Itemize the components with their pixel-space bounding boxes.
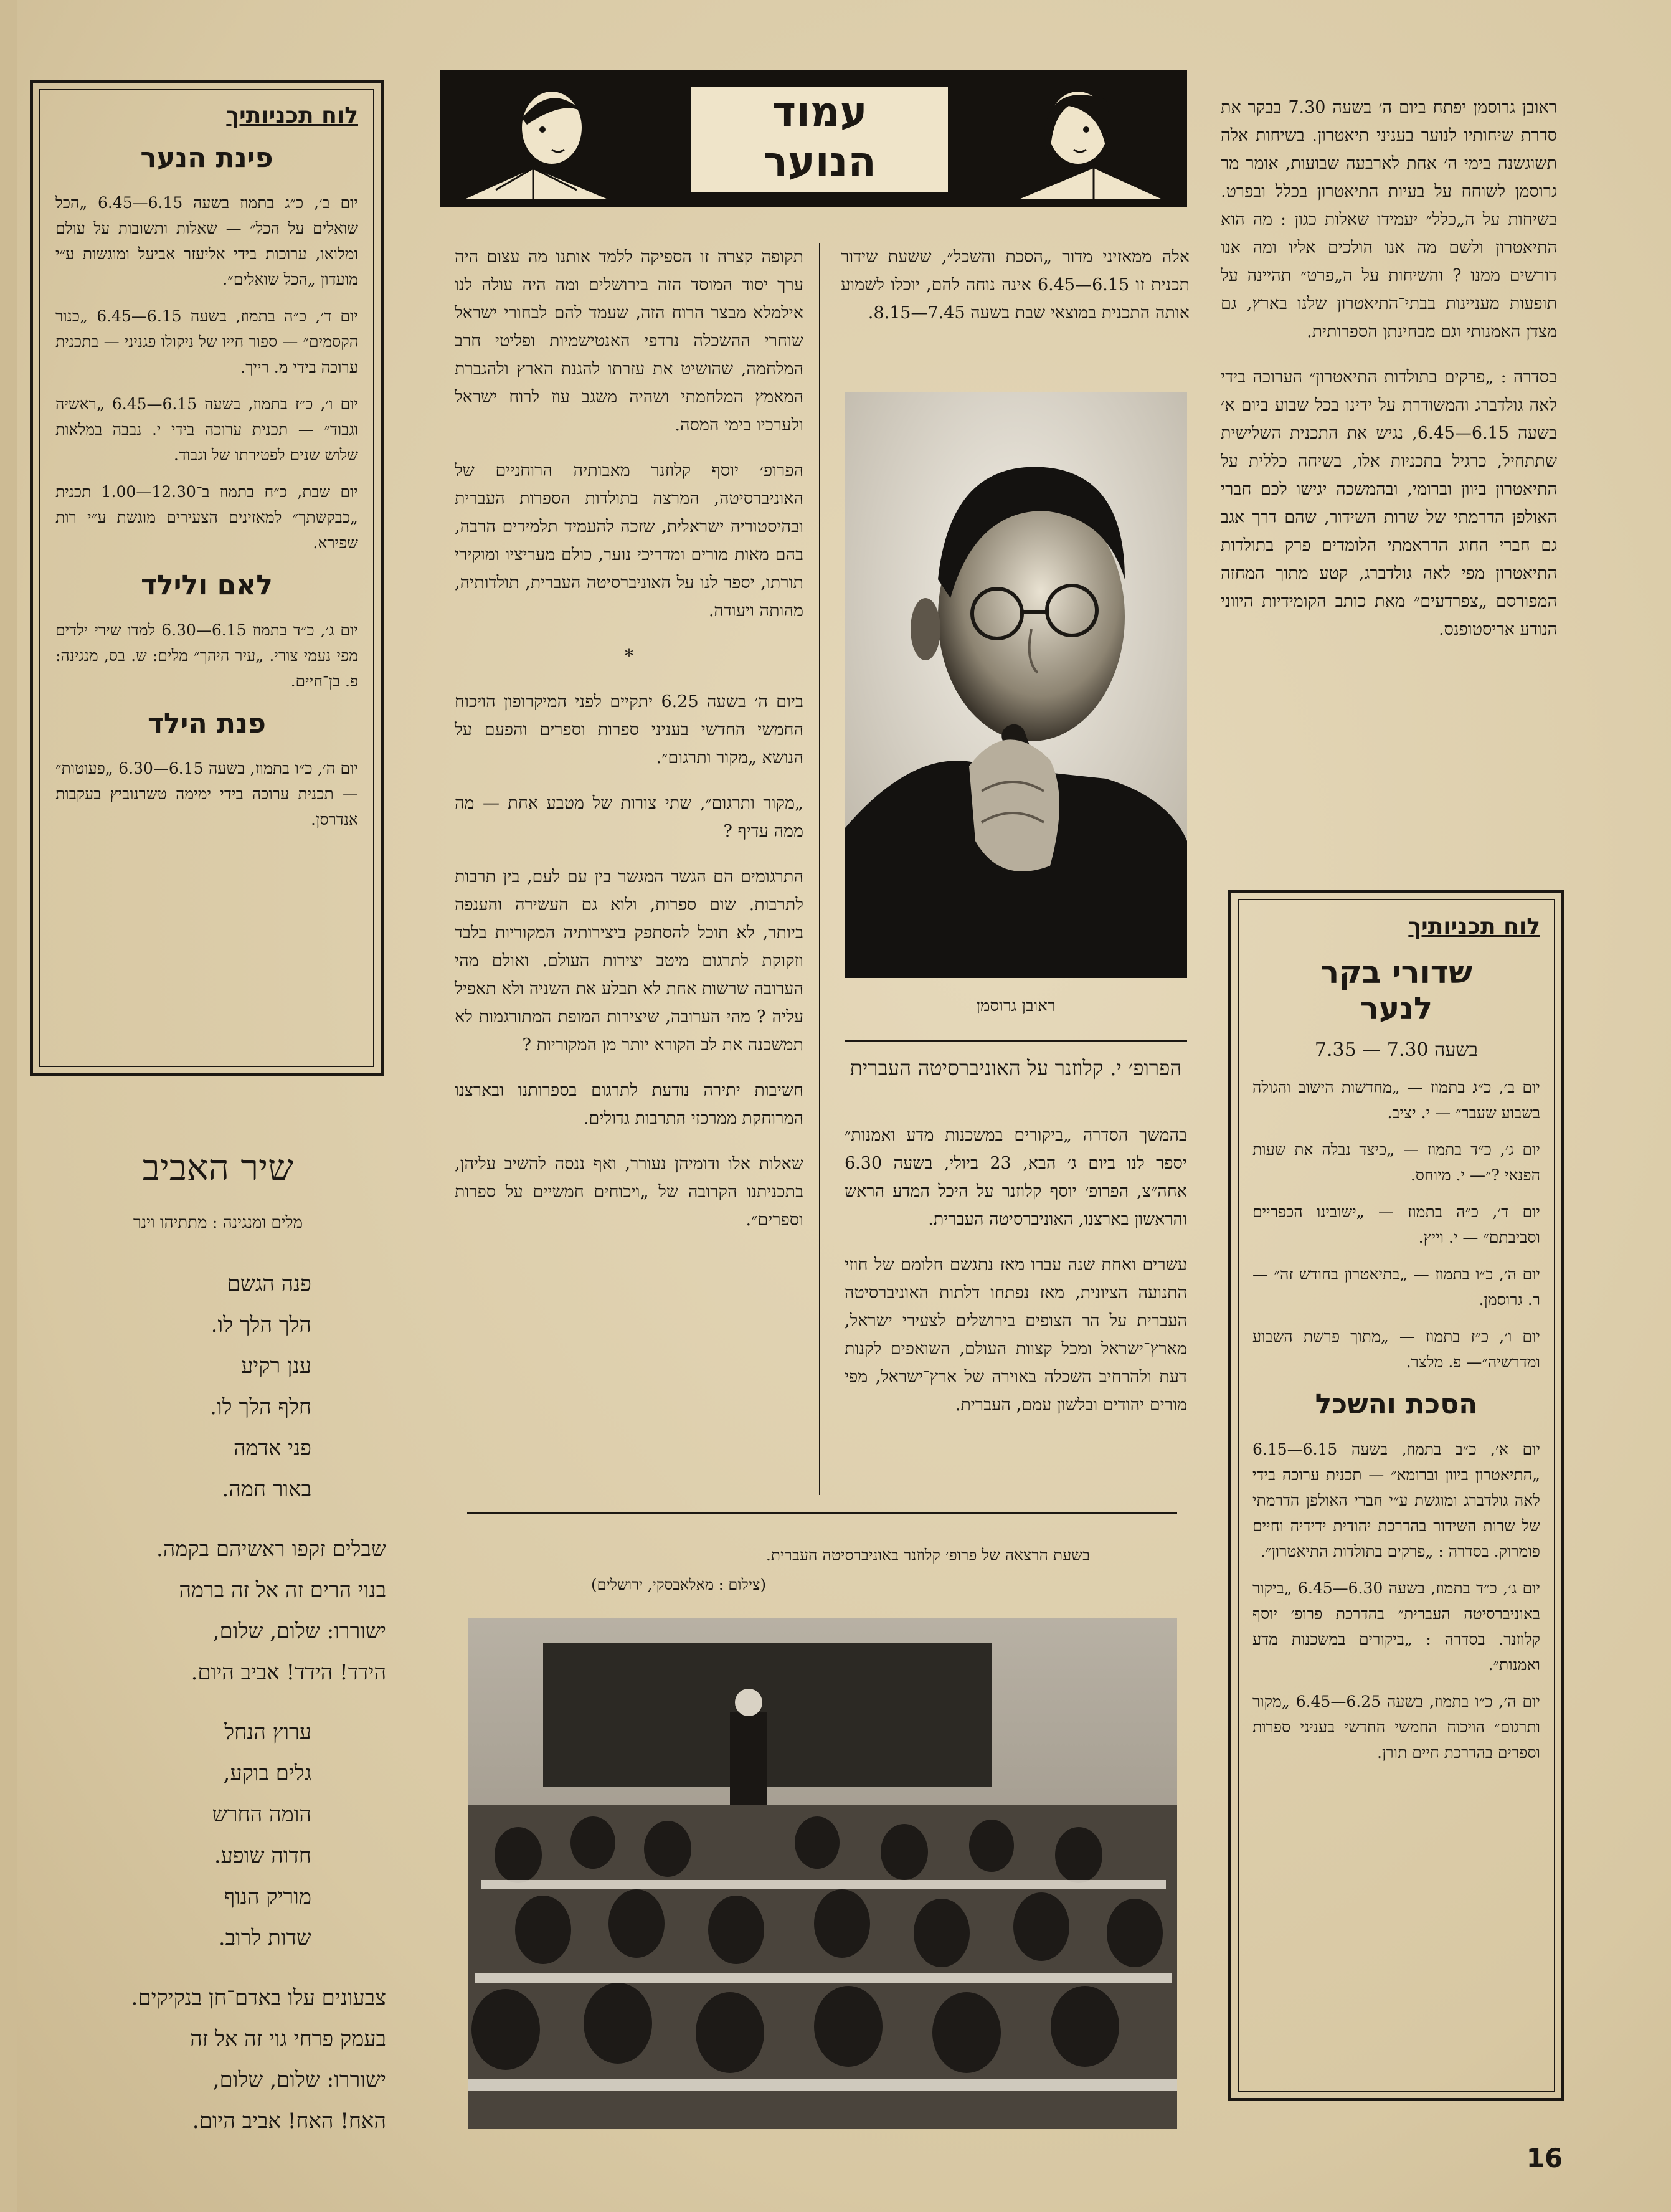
poem-line: הומה החרש bbox=[212, 1802, 311, 1827]
page-number: 16 bbox=[1526, 2143, 1563, 2173]
section-divider-star: * bbox=[625, 647, 633, 666]
youth-corner-list bbox=[55, 190, 358, 556]
song-credit: מלים ומנגינה : מתתיהו וינר bbox=[133, 1213, 303, 1232]
paragraph: אלה ממאזיני מדור „הסכת והשכל״, ששעת שידור תכנית זו 6.15—6.45 אינה נוחה להם, יוכלו לשמוע אותה התכנית במוצאי שבת בשעה 7.45—8.15. bbox=[841, 247, 1190, 323]
program-item: יום ה׳, כ״ו בתמוז, בשעה 6.25—6.45 „מקור ותרגום״ הויכוח החמשי החדשי בעניני ספרות וספרים בהדרכת חיים תורן. bbox=[1252, 1692, 1540, 1762]
photo-top-rule bbox=[467, 1512, 1177, 1514]
klausner-headline: הפרופ׳ י. קלוזנר על האוניברסיטה העברית bbox=[850, 1056, 1182, 1080]
poem-line: הידד! הידד! אביב היום. bbox=[191, 1660, 386, 1685]
program-item: יום ה׳, כ״ו בתמוז — „בתיאטרון בחודש זה״ — ר. גרוסמן. bbox=[1252, 1265, 1540, 1309]
program-item: יום ג׳, כ״ד בתמוז, בשעה 6.30—6.45 „ביקור באוניברסיטה העברית״ בהדרכת פרופ׳ יוסף קלוזנר. בסדרה : „ביקורים במשכנות מדע ואמנות״. bbox=[1252, 1579, 1541, 1674]
program-item: יום ו׳, כ״ז בתמוז — „מתוך פרשת השבוע ומדרשיה״— פ. מלצר. bbox=[1252, 1327, 1540, 1371]
right-schedule-inner bbox=[1238, 899, 1555, 2092]
program-item: יום ו׳, כ״ז בתמוז, בשעה 6.15—6.45 „ראשיה וגבוד״ — תכנית ערוכה בידי י. נבבה במלאות שלוש שנים לפטירתו של וגבוד. bbox=[55, 395, 358, 464]
morning-time: בשעה 7.30 — 7.35 bbox=[1314, 1039, 1479, 1061]
program-item: יום ד׳, כ״ה בתמוז — „ישובינו הכפריים וסביבתם״ — י. וייץ. bbox=[1252, 1203, 1540, 1246]
poem-line: פני אדמה bbox=[233, 1436, 311, 1461]
poem-line: גלים בוקע, bbox=[223, 1761, 311, 1786]
paragraph: עשרים ואחת שנה עברו מאז נתגשם חלומם של חוזי התנועה הציונית, מאז נפתחו דלתות האוניברסיטה העברית על הר הצופים בירושלים לצעירי ישראל, מארץ־ישראל ומכל קצוות העולם, השואפים לקנות דעת ולהרחיב השכלה באוירה של ארץ־ישראל, מפי מורים יהודים ובלשון עמם, העברית. bbox=[845, 1255, 1187, 1415]
section-rule bbox=[845, 1040, 1187, 1042]
poem-line: פנה הגשם bbox=[227, 1271, 311, 1296]
program-item: יום ה׳, כ״ו בתמוז, בשעה 6.15—6.30 „פעוטות״ — תכנית ערוכה בידי ימימה טשרנוביץ בעקבות אנדרסן. bbox=[55, 759, 358, 828]
poem-line: ישוררו: שלום, שלום, bbox=[212, 1619, 386, 1644]
masthead bbox=[440, 70, 1187, 207]
left-schedule-box bbox=[30, 80, 384, 1076]
poem-line: חלף הלך לו. bbox=[210, 1395, 311, 1420]
right-schedule-box bbox=[1228, 890, 1564, 2101]
program-item: יום ג׳, כ״ד בתמוז — „כיצד נבלה את שעות הפנאי ?״— י. מיוחס. bbox=[1252, 1141, 1540, 1184]
lecture-photo-credit: (צילום : מאלאבסקי, ירושלים) bbox=[591, 1576, 766, 1593]
program-item: יום ג׳, כ״ד בתמוז 6.15—6.30 למדו שירי ילדים מפי נעמי צורי. „עיר היהך״ מלים: ש. בס, מנגינה: פ. בן־חיים. bbox=[55, 621, 358, 690]
poem-line: חדוה שופע. bbox=[214, 1843, 311, 1868]
song-stanza-2 bbox=[50, 1529, 386, 1693]
program-item: יום שבת, כ״ח בתמוז ב־12.30—1.00 תכנית „כבקשתך״ למאזינים הצעירים מוגשת ע״י רות שפירא. bbox=[55, 483, 358, 552]
poem-line: הלך הלך לו. bbox=[211, 1312, 311, 1337]
program-item: יום א׳, כ״ב בתמוז, בשעה 6.15—6.15 „התיאטרון ביוון וברומא״ — תכנית ערוכה בידי לאה גולדברג ומוגשת ע״י חברי האולפן הדרמתי של שרות השידור בהדרכת יהודית ידידיה וחיים פומרוק. בסדרה : „פרקים בתולדות התיאטרון״. bbox=[1252, 1440, 1540, 1560]
paragraph: תקופה קצרה זו הספיקה ללמד אותנו מה עצום היה ערך יסוד המוסד הזה בירושלים ומה היה עולה לנו אילמלא מבצר הרוח הזה, שעמד להם לבחורי ישראל שוחרי ההשכלה נרדפי האנטישמיות ופליטי חרב המלחמה, שהושיט את עזרתו להגנת הארץ ולהגברת המאמץ המלחמתי ושהיה משגב עוז לרוח ישראל ולערכיו בימי המסה. bbox=[455, 247, 803, 435]
morning-title-line2: לנער bbox=[1360, 990, 1433, 1027]
song-stanza-3 bbox=[50, 1712, 311, 1958]
section-title-youth-corner: פינת הנער bbox=[140, 142, 273, 174]
section-title-mother-child: לאם ולילד bbox=[141, 569, 273, 601]
section-title-listen-learn: הסכת והשכל bbox=[1315, 1388, 1478, 1420]
klausner-article bbox=[845, 1121, 1187, 1507]
center-intro bbox=[841, 243, 1190, 380]
paragraph: הפרופ׳ יוסף קלוזנר מאבותיה הרוחניים של האוניברסיטה, המרצה בתולדות הספרות העברית ובהיסטוריה ישראלית, שזכה להעמיד תלמידים הרבה, בהם מאות מורים ומדריכי נוער, כולם מעריציו ומוקירי תורתו, יספר לנו על האוניברסיטה העברית, תולדותיה, מהותה ויעודה. bbox=[455, 461, 803, 620]
paragraph: בהמשך הסדרה „ביקורים במשכנות מדע ואמנות״ יספר לנו ביום ג׳ הבא, 23 ביולי, בשעה 6.30 אחה״צ, הפרופ׳ יוסף קלוזנר על היכל המדע הראש והראשון בארצנו, האוניברסיטה העברית. bbox=[845, 1126, 1187, 1229]
lecture-photo-caption: בשעת הרצאה של פרופ׳ קלוזנר באוניברסיטה העברית. bbox=[765, 1546, 1090, 1564]
poem-line: בעמק פרחי גוי זה אל זה bbox=[190, 2026, 386, 2051]
left-schedule-inner bbox=[39, 89, 374, 1067]
poem-line: ערוץ הנחל bbox=[224, 1720, 311, 1745]
left-page-edge bbox=[0, 0, 17, 2212]
song-stanza-4 bbox=[50, 1977, 386, 2142]
poem-line: ישוררו: שלום, שלום, bbox=[212, 2067, 386, 2092]
masthead-title-panel bbox=[689, 85, 950, 194]
section-title-child-corner: פנת הילד bbox=[148, 708, 266, 739]
song-title: שיר האביב bbox=[142, 1146, 294, 1189]
poem-line: שדות לרוב. bbox=[218, 1925, 311, 1950]
program-item: יום ד׳, כ״ה בתמוז, בשעה 6.15—6.45 „כנור הקסמים״ — ספור חייו של ניקולו פגניני — בתכנית ערוכה בידי מ. רייך. bbox=[55, 307, 358, 376]
poem-line: צבעונים עלו באדם־חן בנקיקים. bbox=[131, 1985, 386, 2010]
portrait-photo-grossman bbox=[845, 392, 1187, 978]
program-item: יום ב׳, כ״ג בתמוז — „מחדשות הישוב והגולה בשבוע שעבר״ — י. יציב. bbox=[1252, 1078, 1540, 1122]
paragraph: ביום ה׳ בשעה 6.25 יתקיים לפני המיקרופון הויכוח החמשי החדשי בעניני ספרות וספרים והפעם על הנושא „מקור ותרגום״. bbox=[455, 692, 803, 767]
masthead-title-line1: עמוד bbox=[772, 88, 868, 136]
paragraph: התרגומים הם הגשר המגשר בין עם לעם, בין תרבות לתרבות. שום ספרות, ולוא גם העשירה והענפה ביותר, לא תוכל להסתפק ביצירותיה המקוריות בלבד וזקוקת לתרגום מיטב יצירות העולם. ואולם מהי הערובה שרשות אחת לא תבלע את השניה ולא תאפיל עליה ? מהי הערובה, שיצירות המופת המתורגמות לא תמשכנה את לב הקורא יותר מן המקוריות ? bbox=[455, 867, 803, 1055]
paragraph: „מקור ותרגום״, שתי צורות של מטבע אחת — מה ממה עדיף ? bbox=[455, 794, 803, 841]
paragraph: חשיבות יתירה נודעת לתרגום בספרותנו ובארצנו המרוחקת ממרכזי התרבות גדולים. bbox=[455, 1081, 803, 1128]
song-stanza-1 bbox=[50, 1263, 311, 1510]
right-article-column bbox=[1221, 93, 1557, 872]
paragraph: שאלות אלו ודומיהן נעורר, ואף ננסה להשיב עליהן, בתכניתנו הקרובה של „ויכוחים חמשיים על ספרות וספרים״. bbox=[455, 1154, 803, 1230]
poem-line: ענן רקיע bbox=[241, 1354, 311, 1379]
poem-line: בנוי הרים זה אל זה ברמה bbox=[179, 1578, 386, 1603]
portrait-caption: ראובן גרוסמן bbox=[976, 997, 1056, 1015]
song-section bbox=[50, 1146, 386, 2143]
portrait-image bbox=[845, 392, 1187, 978]
poem-line: האח! האח! אביב היום. bbox=[192, 2109, 386, 2134]
poem-line: שבלים זקפו ראשיהם בקמה. bbox=[156, 1537, 386, 1562]
girl-reading-illustration bbox=[1013, 75, 1168, 202]
paragraph: בסדרה : „פרקים בתולדות התיאטרון״ הערוכה בידי לאה גולדברג והמשודרת על ידינו בכל שבוע ביום א׳ בשעה 6.15—6.45, נגיש את התכנית השלישית שתתחיל, כרגיל בתכניות אלו, בשיחה כללית על התיאטרון ביוון וברומי, ובהמשכה יגישו לכם חברי האולפן הדרמתי של שרות השידור, שהם דרך אגב גם חברי החוג הדראמתי הלומדים פרק בתולדות התיאטרון מפי לאה גולדברג, קטע מתוך המחזה המפורסם „צפרדעים״ מאת כותב הקומידיות היווני הנודע אריסטופנס. bbox=[1221, 368, 1557, 639]
column-divider bbox=[819, 243, 820, 1495]
morning-title-line1: שדורי בקר bbox=[1320, 954, 1473, 990]
poem-line: מוריק הנוף bbox=[224, 1884, 311, 1909]
middle-article-column bbox=[455, 243, 803, 1520]
lecture-hall-image bbox=[468, 1618, 1177, 2129]
schedule-label: לוח תכניותיך bbox=[1408, 914, 1540, 939]
schedule-label: לוח תכניותיך bbox=[226, 103, 358, 128]
lecture-hall-photo bbox=[468, 1618, 1177, 2129]
paragraph: ראובן גרוסמן יפתח ביום ה׳ בשעה 7.30 בבקר את סדרת שיחותיו לנוער בעניני תיאטרון. בשיחות אלה תשוגשנה בימי ה׳ אחת לארבעה שבועות, אומר מר גרוסמן לשוחח על בעיות התיאטרון בכלל ובפרט. בשיחות על ה„כלל״ יעמידו שאלות כגון : מה הוא התיאטרון ולשם מה אנו הולכים אליו ומה אנו דורשים ממנו ? והשיחות על ה„פרט״ תהיינה על תופעות מעניינות בבתי־התיאטרון שלנו בארץ, גם מצדן האמנותי וגם מבחינתן הספרותית. bbox=[1221, 98, 1557, 341]
program-item: יום ב׳, כ״ג בתמוז בשעה 6.15—6.45 „הכל שואלים על הכל״ — שאלות ותשובות על עולם ומלואו, ערוכות בידי אליעזר אביעל ומוגשות ע״י מועדון „הכל שואלים״. bbox=[55, 194, 359, 288]
poem-line: באור חמה. bbox=[222, 1477, 311, 1502]
masthead-title-line2: הנוער bbox=[763, 138, 876, 186]
boy-reading-illustration bbox=[458, 75, 614, 202]
